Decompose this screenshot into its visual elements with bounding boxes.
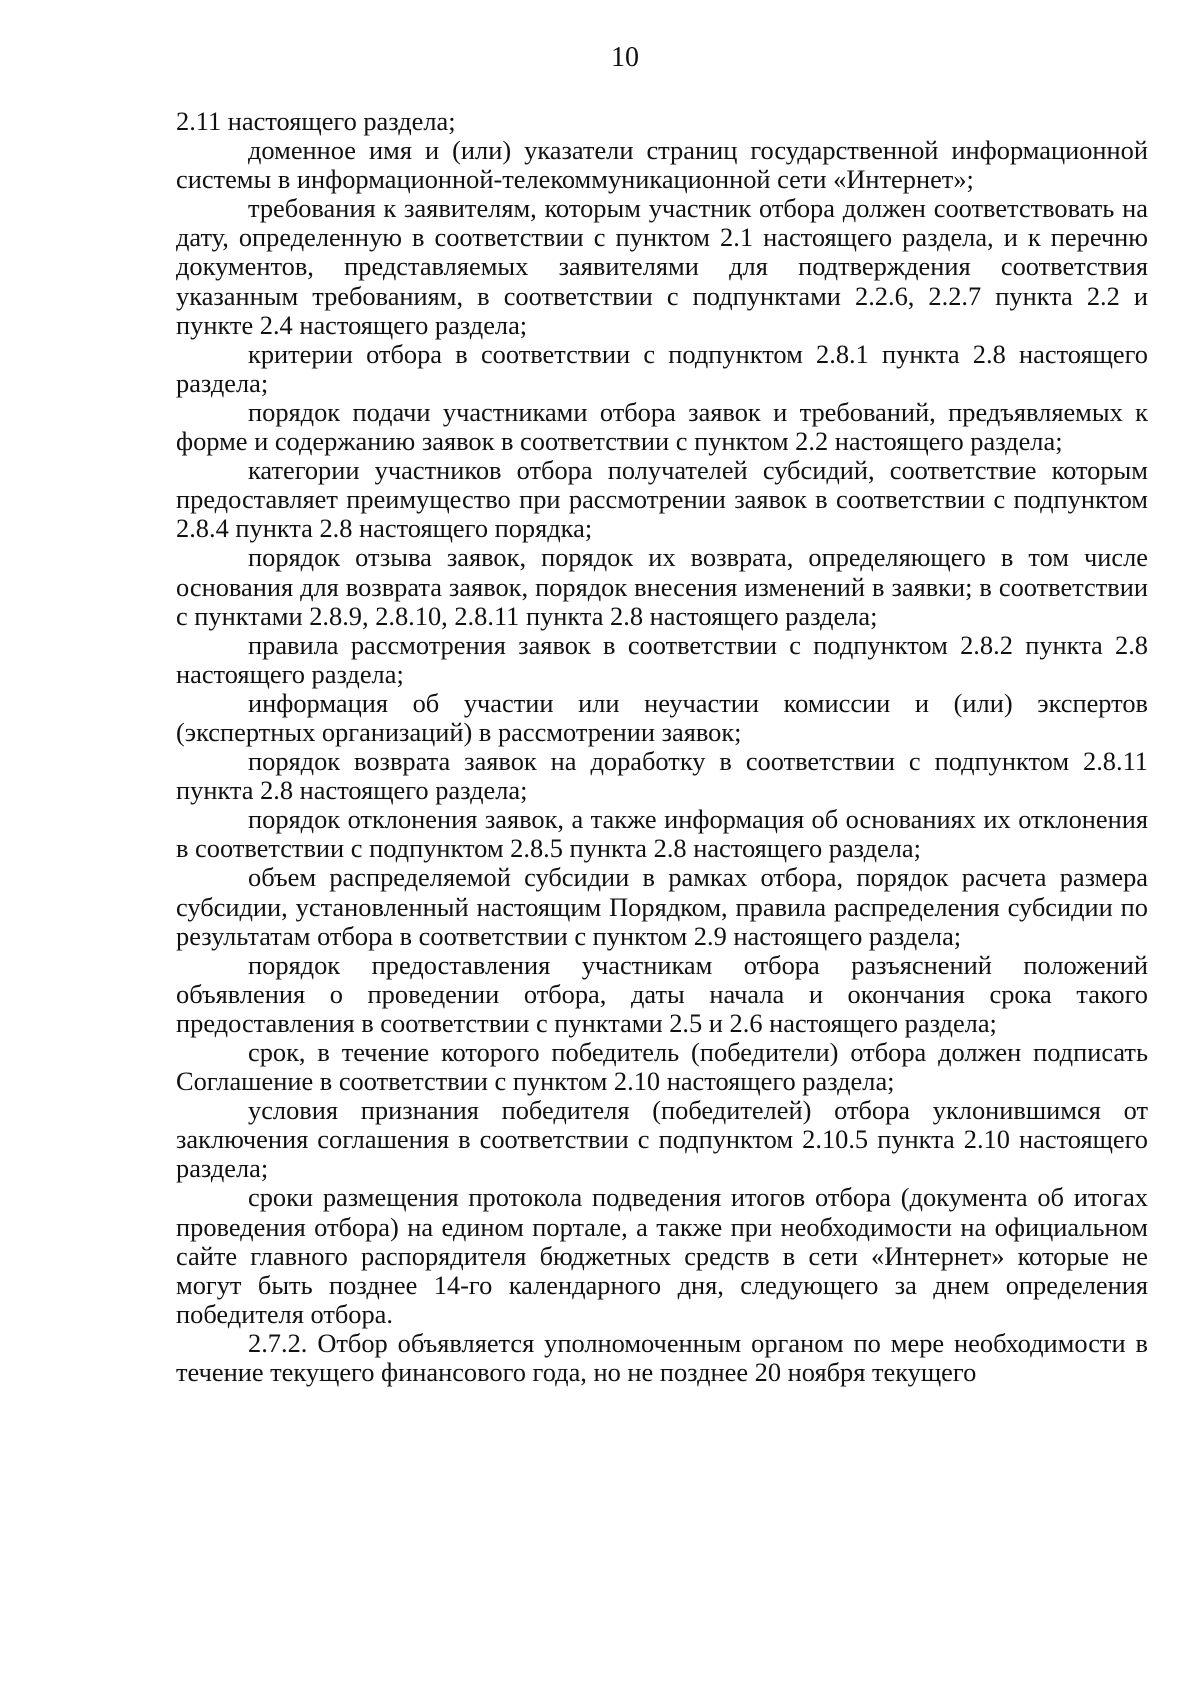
paragraph: информация об участии или неучастии комиссии и (или) экспертов (экспертных организаций) в рассмотрении заявок;: [176, 687, 1148, 747]
paragraph: правила рассмотрения заявок в соответствии с подпунктом 2.8.2 пункта 2.8 настоящего раздела;: [176, 629, 1148, 689]
body-text: [176, 107, 1148, 1387]
paragraph: порядок подачи участниками отбора заявок и требований, предъявляемых к форме и содержанию заявок в соответствии с пунктом 2.2 настоящего раздела;: [176, 396, 1148, 457]
paragraph: 2.7.2. Отбор объявляется уполномоченным органом по мере необходимости в течение текущего финансового года, но не позднее 20 ноября текущего: [176, 1327, 1148, 1388]
paragraph: категории участников отбора получателей субсидий, соответствие которым предоставляет преимущество при рассмотрении заявок в соответствии с подпунктом 2.8.4 пункта 2.8 настоящего порядка;: [176, 455, 1148, 544]
paragraph: доменное имя и (или) указатели страниц государственной информационной системы в информационной-телекоммуникационной сети «Интернет»;: [176, 135, 1148, 195]
paragraph: сроки размещения протокола подведения итогов отбора (документа об итогах проведения отбора) на едином портале, а также при необходимости на официальном сайте главного распорядителя бюджетных средств в сети «Интернет» которые не могут быть позднее 14-го календарного дня, следующего за днем определения победителя отбора.: [176, 1182, 1148, 1329]
paragraph: порядок отзыва заявок, порядок их возврата, определяющего в том числе основания для возврата заявок, порядок внесения изменений в заявки; в соответствии с пунктами 2.8.9, 2.8.10, 2.8.11 пункта 2.8 настоящего раздела;: [176, 542, 1148, 631]
paragraph: условия признания победителя (победителей) отбора уклонившимся от заключения соглашения в соответствии с подпунктом 2.10.5 пункта 2.10 настоящего раздела;: [176, 1095, 1148, 1184]
paragraph: срок, в течение которого победитель (победители) отбора должен подписать Соглашение в соответствии с пунктом 2.10 настоящего раздела;: [176, 1037, 1148, 1097]
paragraph: критерии отбора в соответствии с подпунктом 2.8.1 пункта 2.8 настоящего раздела;: [176, 338, 1148, 398]
paragraph: требования к заявителям, которым участник отбора должен соответствовать на дату, определенную в соответствии с пунктом 2.1 настоящего раздела, и к перечню документов, представляемых заявителями для подтверждения соответствия указанным требованиям, в соответствии с подпунктами 2.2.6, 2.2.7 пункта 2.2 и пункте 2.4 настоящего раздела;: [176, 193, 1148, 340]
page-number: 10: [611, 42, 639, 73]
paragraph: объем распределяемой субсидии в рамках отбора, порядок расчета размера субсидии, установленный настоящим Порядком, правила распределения субсидии по результатам отбора в соответствии с пунктом 2.9 настоящего раздела;: [176, 862, 1148, 951]
paragraph: порядок предоставления участникам отбора разъяснений положений объявления о проведении отбора, даты начала и окончания срока такого предоставления в соответствии с пунктами 2.5 и 2.6 настоящего раздела;: [176, 949, 1148, 1038]
paragraph: 2.11 настоящего раздела;: [176, 106, 456, 136]
paragraph: порядок возврата заявок на доработку в соответствии с подпунктом 2.8.11 пункта 2.8 настоящего раздела;: [176, 746, 1148, 806]
paragraph: порядок отклонения заявок, а также информация об основаниях их отклонения в соответствии с подпунктом 2.8.5 пункта 2.8 настоящего раздела;: [176, 804, 1148, 864]
